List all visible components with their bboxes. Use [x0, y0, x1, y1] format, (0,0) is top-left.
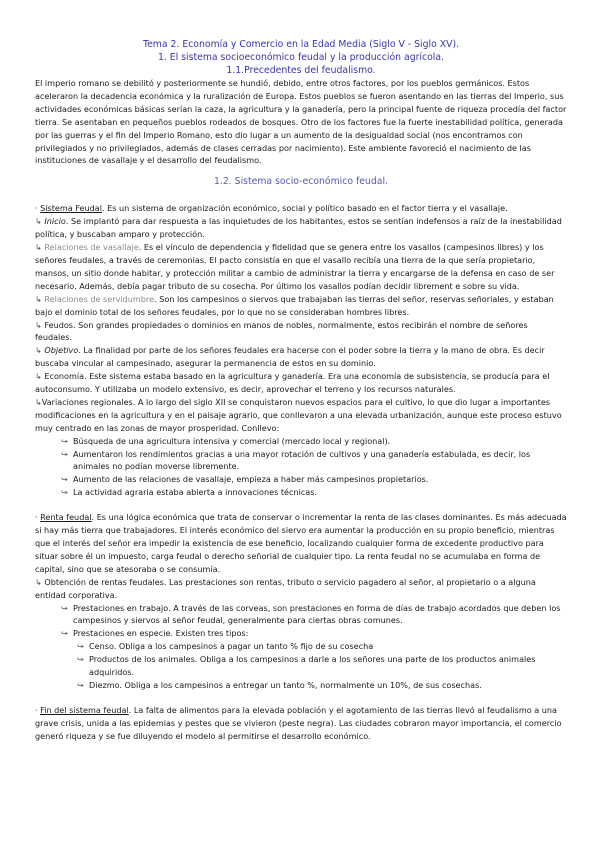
renta-feudal-definition [35, 511, 567, 576]
item-variaciones-regionales [35, 396, 567, 435]
sistema-feudal-term: Sistema Feudal [40, 203, 102, 214]
sub-item-text: Aumentaron los rendimientos gracias a una mayor rotación de cultivos y una ganadería estabulada, es decir, los animales no podían moverse libremente. [73, 448, 531, 472]
bullet-dot: · [35, 704, 38, 715]
sub-item-text: Búsqueda de una agricultura intensiva y comercial (mercado local y regional). [73, 435, 391, 446]
intro-paragraph: El imperio romano se debilitó y posteriormente se hundió, debido, entre otros factores, por los pueblos germánicos. Estos aceleraron la decadencia económica y la ruralización de Europa. Estos pueblos se fueron asentando en las tierras del Imperio, sus actividades económicas básicas serían la caza, la agricultura y la ganadería, pero la principal fuente de riqueza procedía del factor tierra. Se asentaban en pequeños pueblos rodeados de bosques. Otro de los factores fue la fuerte inestabilidad política, generada por las guerras y el fin del Imperio Romano, esto dio lugar a un aumento de la desigualdad social (nos encontramos con privilegiados y no privilegiados, además de clases cerradas por nacimiento). Este ambiente favoreció el nacimiento de las instituciones de vasallaje y el desarrollo del feudalismo. [35, 78, 567, 166]
arrow-icon: ↳ [35, 345, 42, 356]
arrow-icon: ↳ [35, 319, 42, 330]
sub-item-text: La actividad agraria estaba abierta a innovaciones técnicas. [73, 487, 318, 498]
item-term: Inicio [44, 216, 66, 227]
fin-sistema-feudal-term: Fin del sistema feudal [40, 704, 129, 715]
sistema-feudal-text: . Es un sistema de organización económico, social y político basado en el factor tierra y el vasallaje. [102, 203, 508, 214]
arrow-icon: ↪ [61, 435, 68, 446]
arrow-icon: ↳ [35, 576, 42, 587]
item-economia [35, 370, 567, 396]
arrow-icon: ↪ [61, 602, 68, 613]
arrow-icon: ↪ [77, 679, 84, 690]
item-text: . Son grandes propiedades o dominios en manos de nobles, normalmente, estos recibirán el nombre de señores feudales. [35, 319, 528, 343]
tipo-text: Diezmo. Obliga a los campesinos a entregar un tanto %, normalmente un 10%, de sus cosechas. [89, 679, 482, 690]
sub-item [35, 448, 567, 474]
item-term: Objetivo [44, 345, 79, 356]
arrow-icon: ↳ [35, 242, 42, 253]
section-gap [35, 499, 567, 511]
item-text: . A lo largo del siglo XII se conquistaron nuevos espacios para el cultivo, lo que dio lugar a importantes modificaciones en la agricultura y en el paisaje agrario, que conllevaron a una elevada urbanización, aunque este proceso estuvo muy centrado en las zonas de mayor prosperidad. Conllevo: [35, 396, 562, 433]
item-term: Variaciones regionales [41, 396, 133, 407]
item-feudos [35, 319, 567, 345]
obtencion-rentas-text: Obtención de rentas feudales. Las prestaciones son rentas, tributo o servicio pagadero al señor, al propietario o a alguna entidad corporativa. [35, 576, 536, 600]
fin-sistema-feudal-text: . La falta de alimentos para la elevada población y el agotamiento de las tierras llevó al feudalismo a una grave crisis, unida a las epidemias y pestes que se vivieron (peste negra). Las ciudades cobraron mayor importancia, el comercio generó riqueza y se fue diluyendo el modelo al permitirse el desarrollo económico. [35, 704, 562, 741]
section-heading-1: 1. El sistema socioeconómico feudal y la producción agrícola. [157, 52, 445, 63]
subsection-heading-1-1: 1.1.Precedentes del feudalismo. [226, 65, 376, 76]
prestaciones-trabajo-text: Prestaciones en trabajo. A través de las corveas, son prestaciones en forma de días de trabajo acordados que deben los campesinos y siervos al señor feudal, generalmente para ciertas obras comunes. [73, 602, 561, 626]
item-text: . Es el vínculo de dependencia y fidelidad que se genera entre los vasallos (campesinos libres) y los señores feudales, a través de ceremonias. El pacto consistía en que el vasallo recibía una tierra de la que sería propietario, mansos, un sitio donde habitar, y protección militar a cambio de administrar la tierra y encargarse de la defensa en caso de ser necesario. Además, debía pagar tributo de su cosecha. Por último los vasallos podían decidir librement e sobre su vida. [35, 242, 555, 291]
item-objetivo [35, 344, 567, 370]
item-term: Feudos [44, 319, 74, 330]
tipo-text: Censo. Obliga a los campesinos a pagar un tanto % fijo de su cosecha [89, 641, 374, 652]
item-relaciones-vasallaje [35, 241, 567, 293]
document-page [35, 38, 567, 743]
tipo-diezmo [35, 679, 567, 692]
subsection-heading-1-2: 1.2. Sistema socio-económico feudal. [213, 176, 389, 188]
arrow-icon: ↪ [77, 654, 84, 665]
bullet-dot: · [35, 512, 38, 523]
fin-sistema-feudal-section [35, 704, 567, 743]
sistema-feudal-section [35, 202, 567, 499]
bullet-dot: · [35, 203, 38, 214]
arrow-icon: ↳ [35, 216, 42, 227]
item-text: . Son los campesinos o siervos que trabajaban las tierras del señor, reservas señoriales, y estaban bajo el dominio total de los señores feudales, por lo que no se consideraban hombres libres. [35, 293, 554, 317]
sub-item [35, 473, 567, 486]
renta-feudal-section [35, 511, 567, 692]
prestaciones-especie-text: Prestaciones en especie. Existen tres tipos: [73, 628, 249, 639]
arrow-icon: ↳ [35, 396, 42, 407]
sub-item-text: Aumento de las relaciones de vasallaje, empieza a haber más campesinos propietarios. [73, 474, 429, 485]
prestaciones-especie [35, 627, 567, 640]
renta-feudal-text: . Es una lógica económica que trata de conservar o incrementar la renta de las clases dominantes. Es más adecuada si hay más tierra que trabajadores. El interés económico del siervo era aumentar la producción en su propio beneficio, mientras que el interés del señor era impedir la existencia de ese beneficio, localizando cualquier forma de excedente productivo para situar sobre él un impuesto, carga feudal o derecho señorial de cualquier tipo. La renta feudal no se acumulaba en forma de capital, sino que se atesoraba o se consumía. [35, 512, 567, 574]
item-term: Economía [44, 371, 85, 382]
item-text: . Este sistema estaba basado en la agricultura y ganadería. Era una economía de subsistencia, se producía para el autoconsumo. Y utilizaba un modelo extensivo, es decir, aprovechar el terreno y los recursos naturales. [35, 371, 550, 395]
section-gap [35, 692, 567, 704]
arrow-icon: ↳ [35, 293, 42, 304]
item-term: Relaciones de vasallaje [44, 242, 139, 253]
arrow-icon: ↪ [61, 628, 68, 639]
sub-item [35, 486, 567, 499]
item-term: Relaciones de servidumbre [44, 293, 155, 304]
sistema-feudal-definition [35, 202, 567, 215]
arrow-icon: ↳ [35, 371, 42, 382]
arrow-icon: ↪ [61, 474, 68, 485]
tipo-text: Productos de los animales. Obliga a los campesinos a darle a los señores una parte de los productos animales adquiridos. [89, 654, 536, 678]
arrow-icon: ↪ [61, 487, 68, 498]
item-relaciones-servidumbre [35, 293, 567, 319]
item-text: . La finalidad por parte de los señores feudales era hacerse con el poder sobre la tierra y la mano de obra. Es decir buscaba vincular al campesinado, asegurar la permanencia de estos en su dominio. [35, 345, 545, 369]
tipo-censo [35, 640, 567, 653]
arrow-icon: ↪ [61, 448, 68, 459]
sub-item [35, 435, 567, 448]
tipo-productos-animales [35, 653, 567, 679]
document-title: Tema 2. Economía y Comercio en la Edad Media (Siglo V - Siglo XV). [142, 39, 460, 50]
renta-feudal-term: Renta feudal [40, 512, 92, 523]
prestaciones-trabajo [35, 602, 567, 628]
arrow-icon: ↪ [77, 641, 84, 652]
obtencion-rentas [35, 576, 567, 602]
fin-sistema-feudal-paragraph [35, 704, 567, 743]
item-inicio [35, 215, 567, 241]
item-text: . Se implantó para dar respuesta a las inquietudes de los habitantes, estos se sentían indefensos a raíz de la inestabilidad política, y buscaban amparo y protección. [35, 216, 562, 240]
